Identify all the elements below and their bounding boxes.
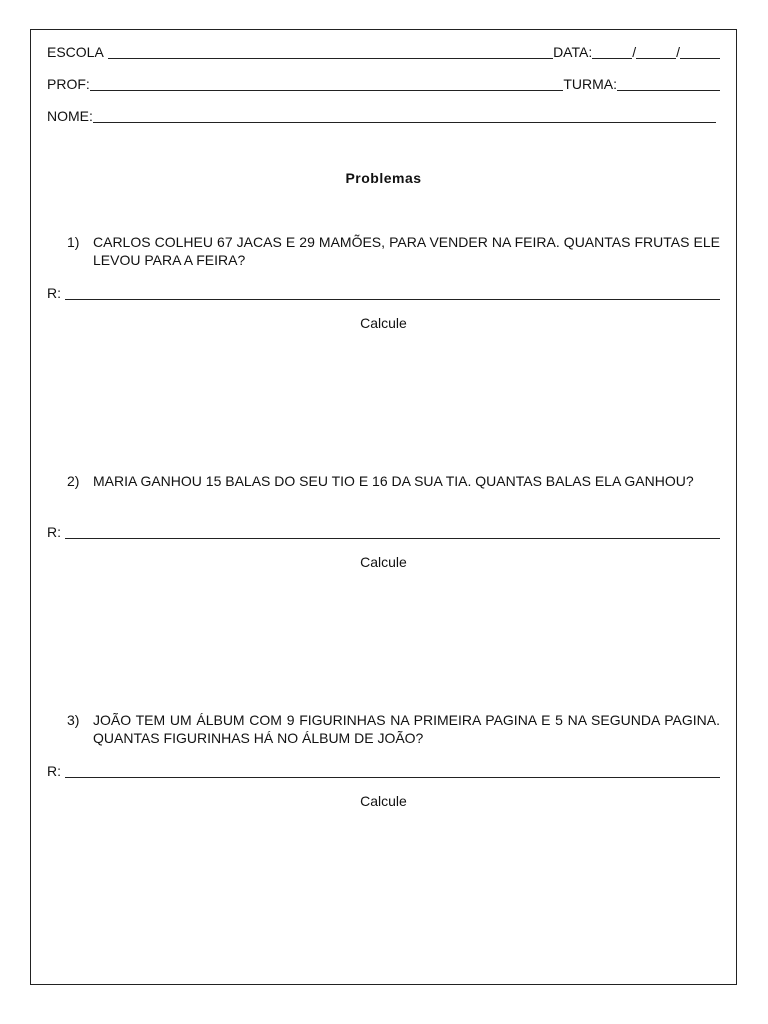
problem-number: 3) — [67, 712, 80, 728]
problem-2 — [67, 472, 720, 490]
calc-label-1: Calcule — [360, 315, 407, 331]
teacher-label: PROF: — [47, 76, 90, 92]
name-row — [47, 107, 720, 125]
worksheet-page — [30, 29, 737, 985]
page-title: Problemas — [345, 170, 422, 186]
class-field[interactable] — [617, 76, 720, 91]
problem-text: JOÃO TEM UM ÁLBUM COM 9 FIGURINHAS NA PRIMEIRA PAGINA E 5 NA SEGUNDA PAGINA. QUANTAS FIGURINHAS HÁ NO ÁLBUM DE JOÃO? — [93, 712, 720, 746]
teacher-class-row — [47, 75, 720, 93]
problem-3 — [67, 711, 720, 747]
answer-row-3 — [47, 762, 720, 780]
calc-label-2: Calcule — [360, 554, 407, 570]
date-separator: / — [632, 44, 637, 60]
name-label: NOME: — [47, 108, 93, 124]
problem-text: CARLOS COLHEU 67 JACAS E 29 MAMÕES, PARA VENDER NA FEIRA. QUANTAS FRUTAS ELE LEVOU PARA A FEIRA? — [93, 234, 720, 268]
answer-row-2 — [47, 523, 720, 541]
name-field[interactable] — [93, 108, 716, 123]
answer-label: R: — [47, 524, 61, 540]
teacher-field[interactable] — [90, 76, 564, 91]
problem-number: 1) — [67, 234, 80, 250]
date-label: DATA: — [553, 44, 593, 60]
school-field[interactable] — [108, 44, 553, 59]
date-day-field[interactable] — [592, 44, 632, 59]
answer-field-3[interactable] — [65, 763, 720, 778]
problem-1 — [67, 233, 720, 269]
school-date-row — [47, 43, 720, 61]
date-year-field[interactable] — [680, 44, 720, 59]
date-month-field[interactable] — [636, 44, 676, 59]
date-separator: / — [676, 44, 680, 60]
problem-text: MARIA GANHOU 15 BALAS DO SEU TIO E 16 DA SUA TIA. QUANTAS BALAS ELA GANHOU? — [93, 473, 694, 489]
school-label: ESCOLA — [47, 44, 104, 60]
class-label: TURMA: — [563, 76, 617, 92]
answer-field-1[interactable] — [65, 285, 720, 300]
answer-row-1 — [47, 284, 720, 302]
answer-field-2[interactable] — [65, 524, 720, 539]
calc-label-3: Calcule — [360, 793, 407, 809]
problem-number: 2) — [67, 473, 80, 489]
answer-label: R: — [47, 285, 61, 301]
answer-label: R: — [47, 763, 61, 779]
